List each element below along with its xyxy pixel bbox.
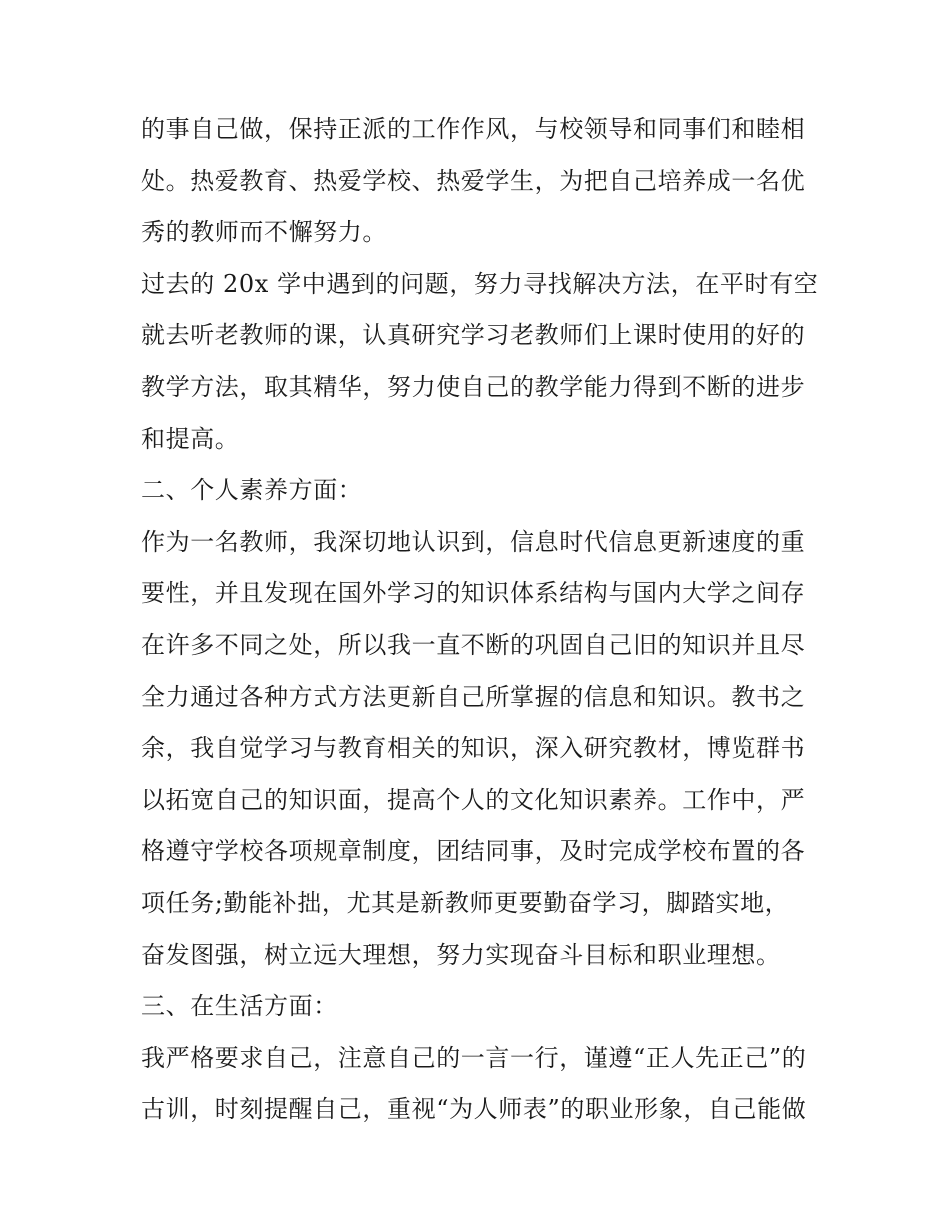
section-heading: 三、在生活方面： (141, 992, 338, 1021)
text-line: 奋发图强，树立远大理想，努力实现奋斗目标和职业理想。 (141, 940, 781, 969)
text-line: 要性，并且发现在国外学习的知识体系结构与国内大学之间存 (141, 579, 806, 608)
text-line: 古训，时刻提醒自己，重视“为人师表”的职业形象，自己能做 (141, 1095, 807, 1124)
text-line: 和提高。 (141, 424, 240, 453)
text-line: 全力通过各种方式方法更新自己所掌握的信息和知识。教书之 (141, 682, 806, 711)
text-line: 以拓宽自己的知识面，提高个人的文化知识素养。工作中，严 (141, 785, 806, 814)
text-line: 的事自己做，保持正派的工作作风，与校领导和同事们和睦相 (141, 115, 806, 143)
text-line: 作为一名教师，我深切地认识到，信息时代信息更新速度的重 (141, 527, 806, 556)
section-heading: 二、个人素养方面： (141, 476, 363, 505)
text-line: 处。热爱教育、热爱学校、热爱学生，为把自己培养成一名优 (141, 166, 806, 195)
text-line: 教学方法，取其精华，努力使自己的教学能力得到不断的进步 (141, 372, 806, 401)
text-line: 过去的 20x 学中遇到的问题，努力寻找解决方法，在平时有空 (141, 269, 819, 298)
text-line: 格遵守学校各项规章制度，团结同事，及时完成学校布置的各 (141, 837, 806, 866)
text-line: 余，我自觉学习与教育相关的知识，深入研究教材，博览群书 (141, 734, 806, 763)
text-line: 项任务;勤能补拙，尤其是新教师更要勤奋学习，脚踏实地， (141, 888, 790, 917)
text-line: 我严格要求自己，注意自己的一言一行，谨遵“正人先正己”的 (141, 1043, 807, 1072)
document-body (141, 104, 819, 1136)
text-line: 就去听老教师的课，认真研究学习老教师们上课时使用的好的 (141, 321, 806, 350)
text-line: 在许多不同之处，所以我一直不断的巩固自己旧的知识并且尽 (141, 630, 806, 659)
text-line: 秀的教师而不懈努力。 (141, 218, 387, 247)
